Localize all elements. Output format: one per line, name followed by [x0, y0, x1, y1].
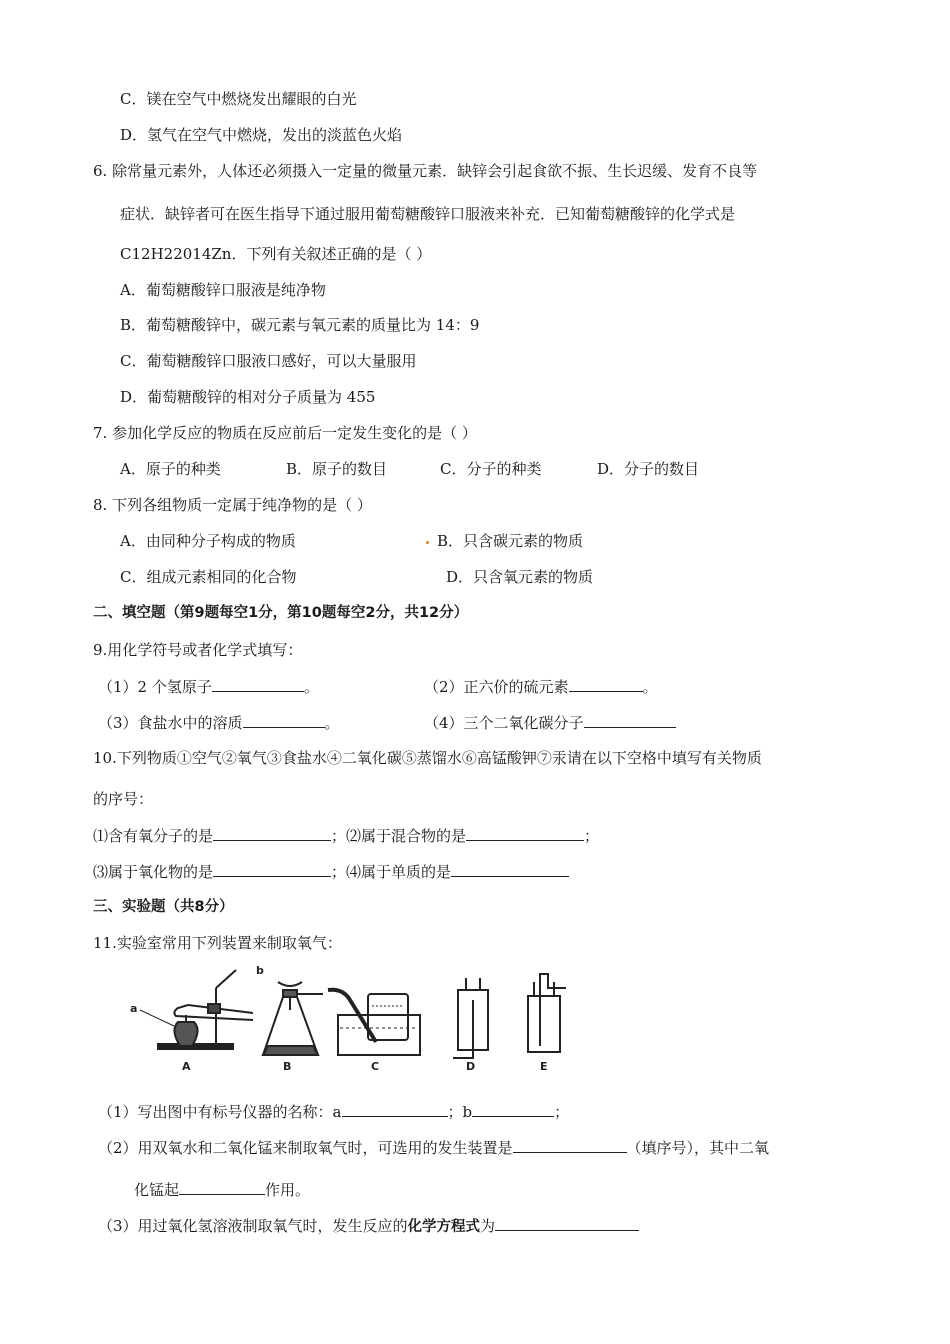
q10-part3-blank[interactable]: [213, 861, 331, 877]
section2-title: 二、填空题（第9题每空1分，第10题每空2分，共12分）: [93, 605, 469, 621]
q11-part1-end: ；: [554, 1103, 570, 1121]
q7-stem: 7. 参加化学反应的物质在反应前后一定发生变化的是（ ）: [93, 424, 477, 442]
q11-stem: 11.实验室常用下列装置来制取氧气：: [93, 934, 342, 952]
q11-part2-label-c: 化锰起: [134, 1181, 180, 1199]
section3-title: 三、实验题（共8分）: [93, 899, 234, 915]
q6-option-a: A．葡萄糖酸锌口服液是纯净物: [120, 281, 326, 299]
q11-part2-label-b: （填序号），其中二氧: [626, 1139, 770, 1157]
q9-part2-label: （2）正六价的硫元素: [424, 678, 569, 696]
q8-option-a: A．由同种分子构成的物质: [120, 532, 296, 550]
label-E: E: [540, 1060, 548, 1073]
q11-part2-blank-a[interactable]: [513, 1137, 627, 1153]
q8-option-b: B．只含碳元素的物质: [437, 532, 584, 550]
q11-part2-label-d: 作用。: [265, 1181, 311, 1199]
q10-part3-label: ⑶属于氧化物的是: [93, 863, 214, 881]
q9-part3-blank[interactable]: [243, 712, 325, 728]
q9-part4-label: （4）三个二氧化碳分子: [424, 714, 584, 732]
apparatus-d: [453, 978, 488, 1058]
q9-part2-end: 。: [642, 678, 658, 696]
q6-stem-line2: 症状．缺锌者可在医生指导下通过服用葡萄糖酸锌口服液来补充．已知葡萄糖酸锌的化学式是: [120, 205, 736, 223]
apparatus-c: [328, 990, 420, 1055]
q9-part1-end: 。: [303, 678, 319, 696]
q8-option-b-row: [426, 531, 583, 551]
q11-part3: [98, 1215, 639, 1237]
q10-row1: [93, 825, 599, 846]
q10-stem-line2: 的序号：: [93, 790, 154, 808]
q11-part2-line1: [98, 1137, 769, 1158]
q9-part1-blank[interactable]: [212, 676, 304, 692]
q11-part1-blank-b[interactable]: [472, 1101, 554, 1117]
q10-part2-blank[interactable]: [466, 825, 584, 841]
q10-part4-blank[interactable]: [451, 861, 569, 877]
q11-part3-bold-term: 化学方程式: [407, 1219, 481, 1235]
q11-part1-blank-a[interactable]: [342, 1101, 448, 1117]
q10-part4-label: ⑷属于单质的是: [346, 863, 452, 881]
q10-row2: [93, 861, 569, 882]
q5-option-c: C．镁在空气中燃烧发出耀眼的白光: [120, 90, 357, 108]
q10-sep: ；: [331, 863, 347, 881]
lab-apparatus-figure: [128, 960, 598, 1080]
q10-part1-blank[interactable]: [213, 825, 331, 841]
q6-stem-line3: C12H22014Zn．下列有关叙述正确的是（ ）: [120, 245, 432, 263]
q11-part2-line2: [134, 1179, 310, 1200]
q9-part1-label: （1）2 个氢原子: [98, 678, 212, 696]
q5-option-d: D．氢气在空气中燃烧，发出的淡蓝色火焰: [120, 126, 403, 144]
apparatus-b: [263, 982, 323, 1055]
q9-part2: [424, 676, 658, 697]
q7-option-d: D．分子的数目: [597, 460, 700, 478]
q9-part3: [98, 712, 340, 733]
q9-part3-label: （3）食盐水中的溶质: [98, 714, 243, 732]
q11-part1-label: （1）写出图中有标号仪器的名称：a: [98, 1103, 342, 1121]
q6-option-b: B．葡萄糖酸锌中，碳元素与氧元素的质量比为 14：9: [120, 316, 480, 334]
q7-option-b: B．原子的数目: [286, 460, 388, 478]
q11-part1-label-b: ；b: [447, 1103, 473, 1121]
q10-sep: ；: [584, 827, 600, 845]
q7-option-a: A．原子的种类: [120, 460, 221, 478]
label-C: C: [371, 1060, 380, 1073]
q9-part3-end: 。: [324, 714, 340, 732]
label-b: b: [256, 964, 264, 977]
q6-stem-line1: 6. 除常量元素外，人体还必须摄入一定量的微量元素．缺锌会引起食欲不振、生长迟缓、发育不良等: [93, 162, 758, 180]
q9-part4-blank[interactable]: [584, 712, 676, 728]
q9-stem: 9.用化学符号或者化学式填写：: [93, 641, 303, 659]
q11-part2-blank-b[interactable]: [179, 1179, 265, 1195]
q11-part1: [98, 1101, 569, 1122]
q7-option-c: C．分子的种类: [440, 460, 542, 478]
apparatus-e: [528, 974, 566, 1052]
q10-sep: ；: [331, 827, 347, 845]
q11-part3-blank[interactable]: [495, 1215, 639, 1231]
q8-stem: 8. 下列各组物质一定属于纯净物的是（ ）: [93, 496, 372, 514]
label-D: D: [466, 1060, 476, 1073]
apparatus-a: [140, 970, 253, 1049]
q11-part3-label: （3）用过氧化氢溶液制取氧气时，发生反应的: [98, 1217, 408, 1235]
q8-option-c: C．组成元素相同的化合物: [120, 568, 297, 586]
q8-option-d: D．只含氧元素的物质: [446, 568, 594, 586]
q10-stem-line1: 10.下列物质①空气②氧气③食盐水④二氧化碳⑤蒸馏水⑥高锰酸钾⑦汞请在以下空格中填写有关物质: [93, 749, 762, 767]
q10-part2-label: ⑵属于混合物的是: [346, 827, 467, 845]
label-B: B: [283, 1060, 292, 1073]
q11-part3-label-c: 为: [480, 1217, 496, 1235]
q9-part4: [424, 712, 676, 733]
q6-option-c: C．葡萄糖酸锌口服液口感好，可以大量服用: [120, 352, 417, 370]
q11-part2-label: （2）用双氧水和二氧化锰来制取氧气时，可选用的发生装置是: [98, 1139, 513, 1157]
q9-part1: [98, 676, 319, 697]
q10-part1-label: ⑴含有氧分子的是: [93, 827, 214, 845]
q6-option-d: D．葡萄糖酸锌的相对分子质量为 455: [120, 388, 376, 406]
q9-part2-blank[interactable]: [569, 676, 643, 692]
label-a: a: [130, 1002, 138, 1015]
stray-dot-mark: [426, 541, 429, 544]
label-A: A: [182, 1060, 191, 1073]
